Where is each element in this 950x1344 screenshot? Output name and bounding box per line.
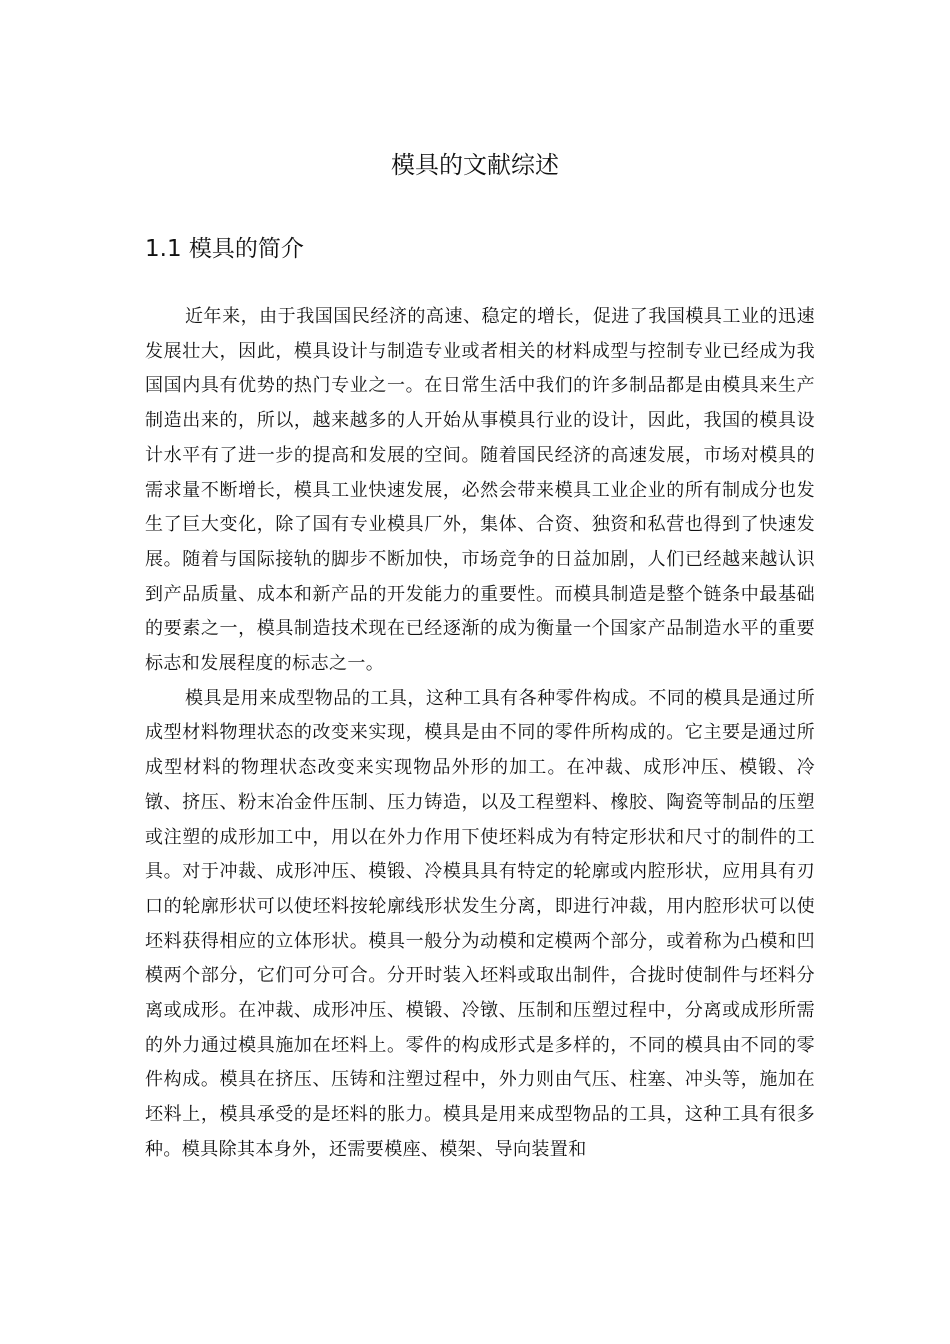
body-text xyxy=(145,300,815,1168)
section-heading: 1.1 模具的简介 xyxy=(145,236,304,262)
paragraph-mold-definition: 模具是用来成型物品的工具，这种工具有各种零件构成。不同的模具是通过所成型材料物理状态的改变来实现，模具是由不同的零件所构成的。它主要是通过所成型材料的物理状态改变来实现物品外形的加工。在冲裁、成形冲压、模锻、冷镦、挤压、粉末冶金件压制、压力铸造，以及工程塑料、橡胶、陶瓷等制品的压塑或注塑的成形加工中，用以在外力作用下使坯料成为有特定形状和尺寸的制件的工具。对于冲裁、成形冲压、模锻、冷模具具有特定的轮廓或内腔形状，应用具有刃口的轮廓形状可以使坯料按轮廓线形状发生分离，即进行冲裁，用内腔形状可以使坯料获得相应的立体形状。模具一般分为动模和定模两个部分，或着称为凸模和凹模两个部分，它们可分可合。分开时装入坯料或取出制件，合拢时使制件与坯料分离或成形。在冲裁、成形冲压、模锻、冷镦、压制和压塑过程中，分离或成形所需的外力通过模具施加在坯料上。零件的构成形式是多样的，不同的模具由不同的零件构成。模具在挤压、压铸和注塑过程中，外力则由气压、柱塞、冲头等，施加在坯料上，模具承受的是坯料的胀力。模具是用来成型物品的工具，这种工具有很多种。模具除其本身外，还需要模座、模架、导向装置和 xyxy=(145,687,815,1160)
document-title: 模具的文献综述 xyxy=(391,151,559,179)
paragraph-intro: 近年来，由于我国国民经济的高速、稳定的增长，促进了我国模具工业的迅速发展壮大，因此，模具设计与制造专业或者相关的材料成型与控制专业已经成为我国国内具有优势的热门专业之一。在日常生活中我们的许多制品都是由模具来生产制造出来的，所以，越来越多的人开始从事模具行业的设计，因此，我国的模具设计水平有了进一步的提高和发展的空间。随着国民经济的高速发展，市场对模具的需求量不断增长，模具工业快速发展，必然会带来模具工业企业的所有制成分也发生了巨大变化，除了国有专业模具厂外，集体、合资、独资和私营也得到了快速发展。随着与国际接轨的脚步不断加快，市场竞争的日益加剧，人们已经越来越认识到产品质量、成本和新产品的开发能力的重要性。而模具制造是整个链条中最基础的要素之一，模具制造技术现在已经逐渐的成为衡量一个国家产品制造水平的重要标志和发展程度的标志之一。 xyxy=(145,306,815,675)
